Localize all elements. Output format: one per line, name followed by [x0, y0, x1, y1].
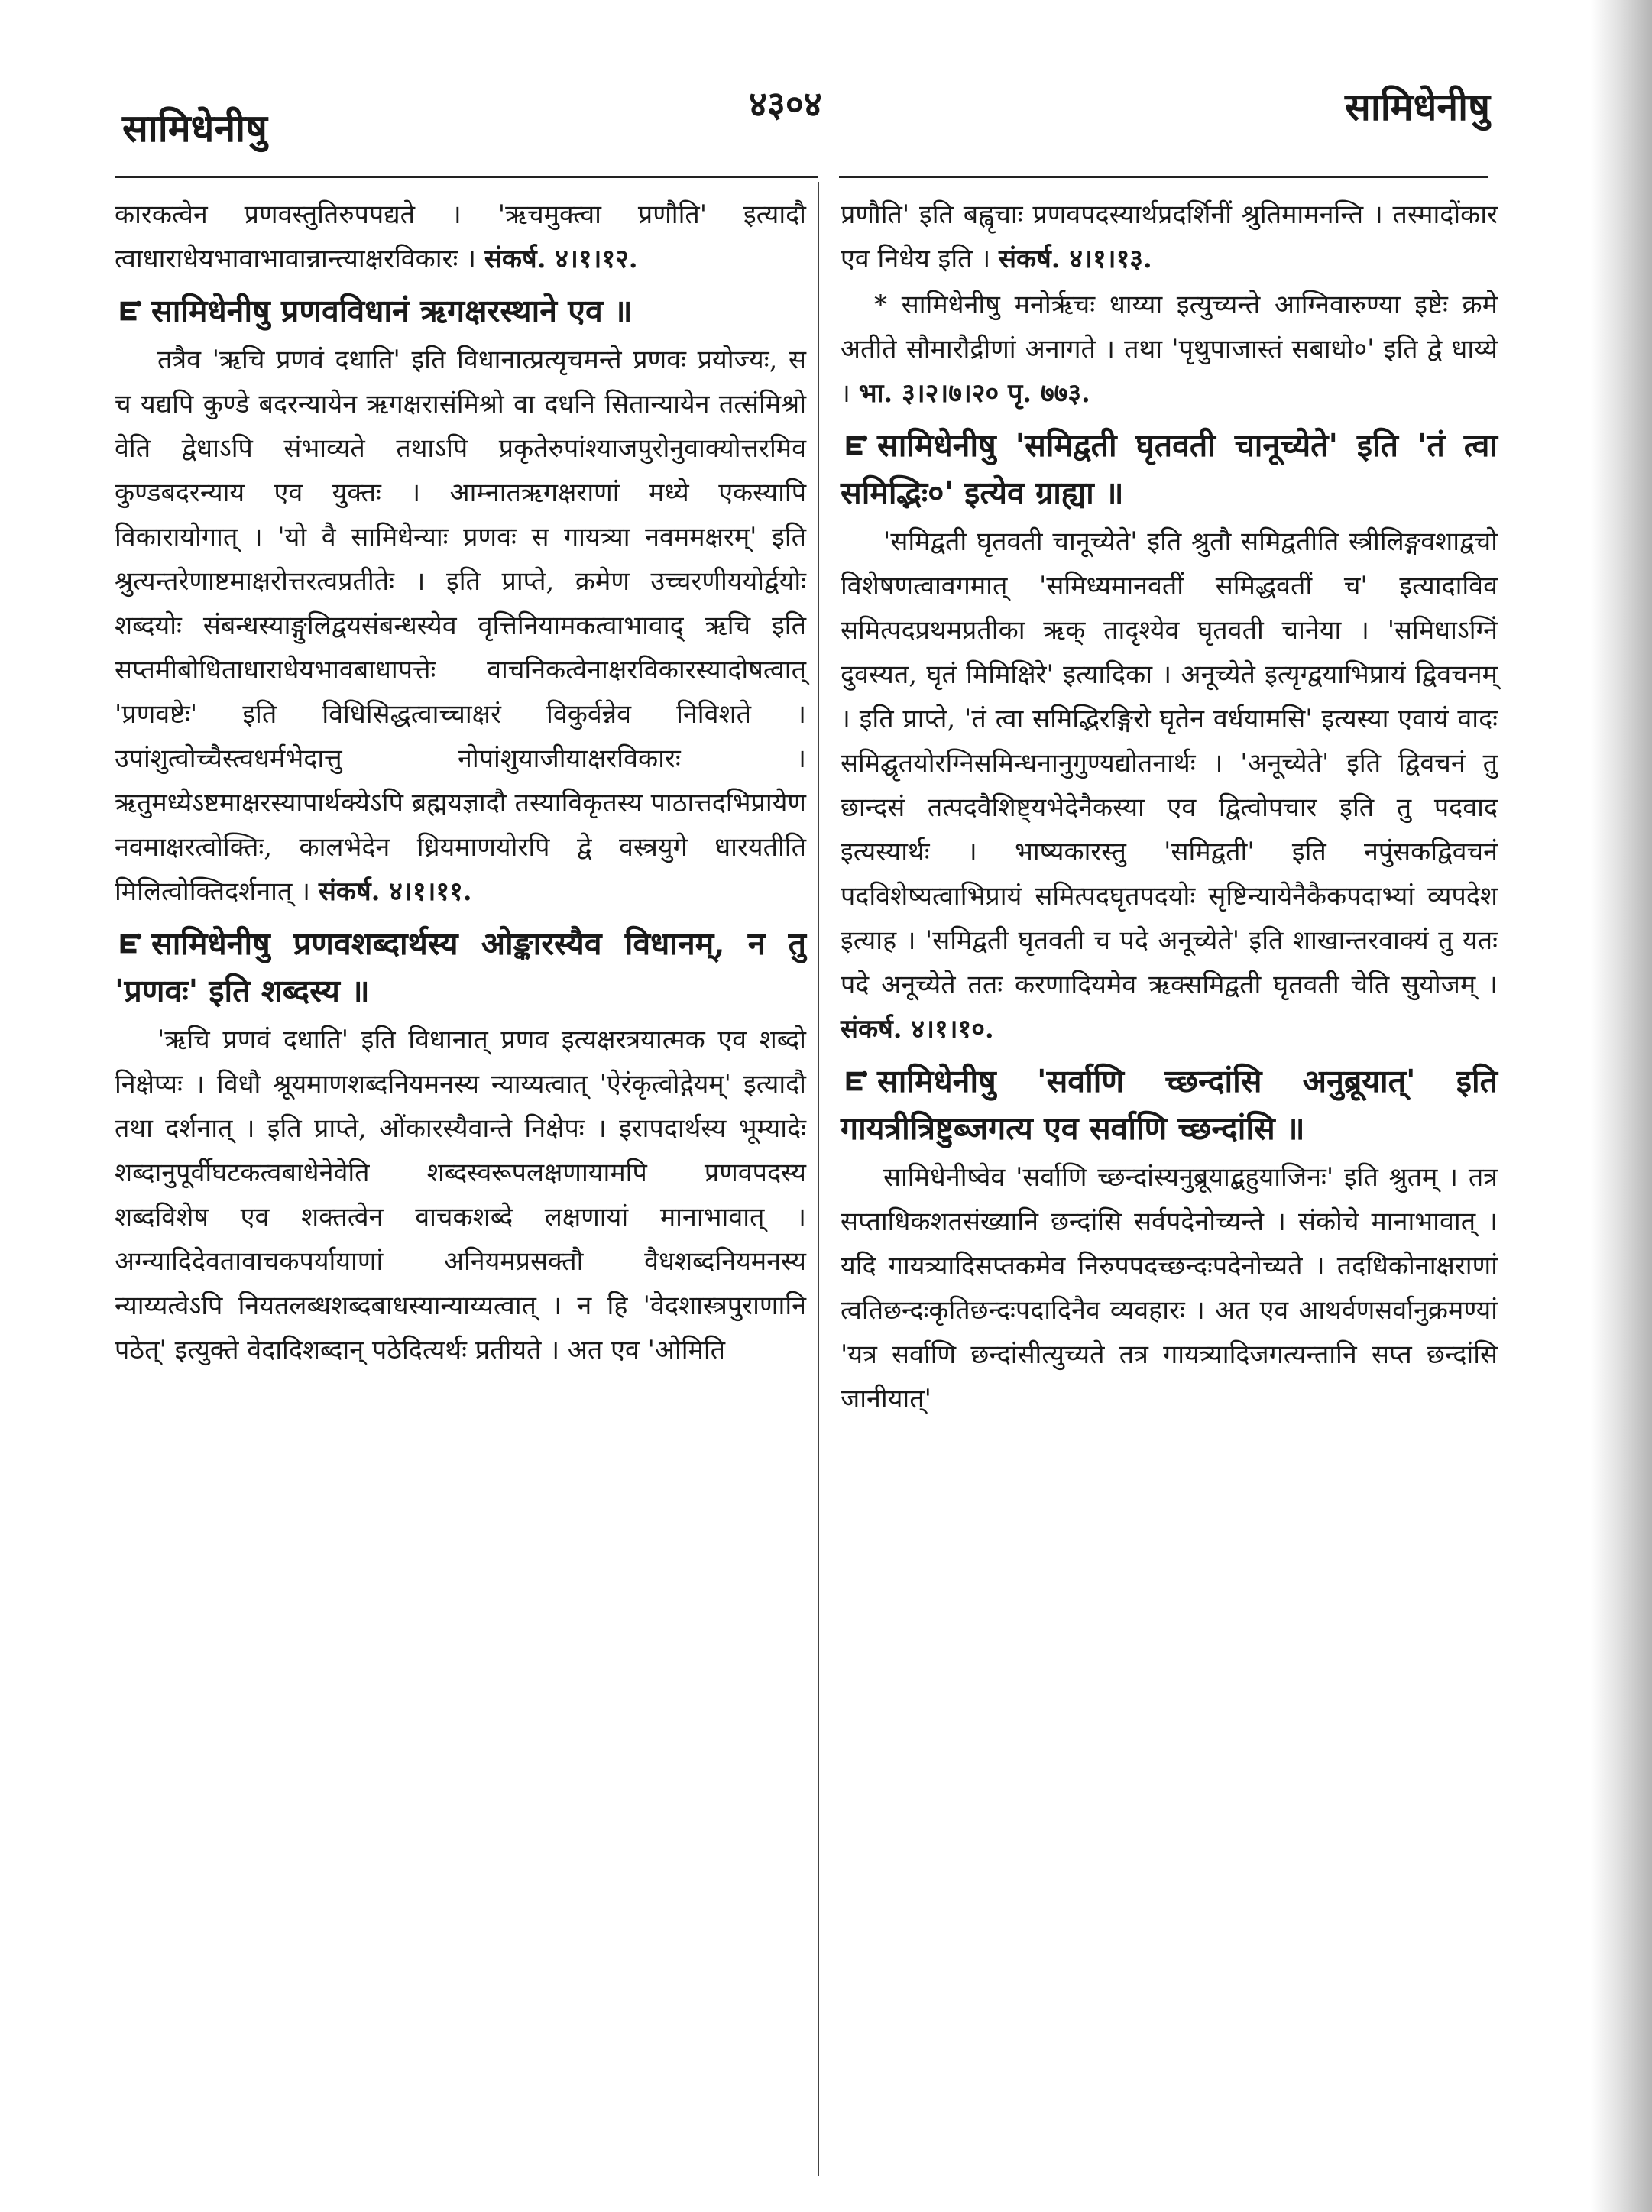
header-left-title: सामिधेनीषु [122, 105, 267, 151]
right-paragraph-2-ref: संकर्ष. ४।१।१०. [841, 1014, 994, 1044]
right-paragraph-3 [841, 1155, 1498, 1421]
header-right-title: सामिधेनीषु [1345, 84, 1490, 129]
left-paragraph-1-text: कारकत्वेन प्रणवस्तुतिरुपपद्यते । 'ऋचमुक्त्वा प्रणौति' इत्यादौ त्वाधाराधेयभावाभावान्नान्त्याक्षरविकारः । [115, 199, 806, 274]
left-paragraph-2-ref: संकर्ष. ४।१।११. [318, 876, 472, 907]
left-paragraph-3-text: 'ऋचि प्रणवं दधाति' इति विधानात् प्रणव इत्यक्षरत्रयात्मक एव शब्दो निक्षेप्यः । विधौ श्रूयमाणशब्दनियमनस्य न्याय्यत्वात् 'ऐरंकृत्वोद्गेयम्' इत्यादौ तथा दर्शनात् । इति प्राप्ते, ओंकारस्यैवान्ते निक्षेपः । इरापदार्थस्य भूम्यादेः शब्दानुपूर्वीघटकत्वबाधेनेवेति शब्दस्वरूपलक्षणायामपि प्रणवपदस्य शब्दविशेष एव शक्तत्वेन वाचकशब्दे लक्षणायां मानाभावात् । अग्न्यादिदेवतावाचकपर्यायाणां अनियमप्रसक्तौ वैधशब्दनियमनस्य न्याय्यत्वेऽपि नियतलब्धशब्दबाधस्यान्याय्यत्वात् । न हि 'वेदशास्त्रपुराणानि पठेत्' इत्युक्ते वेदादिशब्दान् पठेदित्यर्थः प्रतीयते । अत एव 'ओमिति [115, 1025, 806, 1365]
right-paragraph-1-text: प्रणौति' इति बह्वृचाः प्रणवपदस्यार्थप्रदर्शिनीं श्रुतिमामनन्ति । तस्मादोंकार एव निधेय इति । [841, 199, 1498, 274]
left-paragraph-2 [115, 338, 806, 914]
right-paragraph-1 [841, 193, 1498, 281]
section-mark-icon [115, 297, 144, 326]
left-heading-2-text: सामिधेनीषु प्रणवशब्दार्थस्य ओङ्कारस्यैव विधानम्, न तु 'प्रणवः' इति शब्दस्य ॥ [115, 925, 806, 1009]
right-heading-1 [841, 422, 1498, 517]
section-mark-icon [115, 930, 144, 959]
left-paragraph-1-ref: संकर्ष. ४।१।१२. [484, 244, 638, 274]
right-column [841, 193, 1498, 1423]
right-footnote-ref: भा. ३।२।७।२० पृ. ७७३. [858, 378, 1090, 409]
section-mark-icon [841, 1067, 870, 1096]
left-heading-1-text: सामिधेनीषु प्रणवविधानं ऋगक्षरस्थाने एव ॥ [151, 293, 633, 329]
right-paragraph-2-text: 'समिद्वती घृतवती चानूच्येते' इति श्रुतौ समिद्वतीति स्त्रीलिङ्गवशाद्वचो विशेषणत्वावगमात् 'समिध्यमानवतीं समिद्धवतीं च' इत्यादाविव समित्पदप्रथमप्रतीका ऋक् तादृश्येव घृतवती चानेया । 'समिधाऽग्निं दुवस्यत, घृतं मिमिक्षिरे' इत्यादिका । अनूच्येते इत्यृग्द्वयाभिप्रायं द्विवचनम् । इति प्राप्ते, 'तं त्वा समिद्भिरङ्गिरो घृतेन वर्धयामसि' इत्यस्या एवायं वादः समिद्घृतयोरग्निसमिन्धनानुगुण्यद्योतनार्थः । 'अनूच्येते' इति द्विवचनं तु छान्दसं तत्पदवैशिष्ट्यभेदेनैकस्या एव द्वित्वोपचार इति तु पदवाद इत्यस्यार्थः । भाष्यकारस्तु 'समिद्वती' इति नपुंसकद्विवचनं पदविशेष्यत्वाभिप्रायं समित्पदघृतपदयोः सृष्टिन्यायेनैकैकपदाभ्यां व्यपदेश इत्याह । 'समिद्वती घृतवती च पदे अनूच्येते' इति शाखान्तरवाक्यं तु यतः पदे अनूच्येते ततः करणादियमेव ऋक्समिद्वती घृतवती चेति सुयोजम् । [841, 526, 1498, 1000]
right-heading-2-text: सामिधेनीषु 'सर्वाणि च्छन्दांसि अनुब्रूयात्' इति गायत्रीत्रिष्टुब्जगत्य एव सर्वाणि च्छन्दांसि ॥ [841, 1063, 1498, 1147]
left-paragraph-3 [115, 1018, 806, 1372]
right-heading-1-text: सामिधेनीषु 'समिद्वती घृतवती चानूच्येते' इति 'तं त्वा समिद्भिः०' इत्येव ग्राह्या ॥ [841, 427, 1498, 511]
page-header [115, 70, 1490, 154]
header-rule-left [115, 176, 818, 178]
right-footnote [841, 283, 1498, 416]
left-paragraph-1 [115, 193, 806, 281]
section-mark-icon [841, 432, 870, 461]
page-number: ४३०४ [749, 83, 822, 125]
header-rule-right [839, 176, 1488, 178]
left-column [115, 193, 806, 1374]
right-heading-2 [841, 1057, 1498, 1152]
left-paragraph-2-text: तत्रैव 'ऋचि प्रणवं दधाति' इति विधानात्प्रत्यृचमन्ते प्रणवः प्रयोज्यः, स च यद्यपि कुण्डे बदरन्यायेन ऋगक्षरासंमिश्रो वा दधनि सितान्यायेन तत्संमिश्रो वेति द्वेधाऽपि संभाव्यते तथाऽपि प्रकृतेरुपांश्याजपुरोनुवाक्योत्तरमिव कुण्डबदरन्याय एव युक्तः । आम्नातऋगक्षराणां मध्ये एकस्यापि विकारायोगात् । 'यो वै सामिधेन्याः प्रणवः स गायत्र्या नवममक्षरम्' इति श्रुत्यन्तरेणाष्टमाक्षरोत्तरत्वप्रतीतेः । इति प्राप्ते, क्रमेण उच्चरणीययोर्द्वयोः शब्दयोः संबन्धस्याङ्गुलिद्वयसंबन्धस्येव वृत्तिनियामकत्वाभावाद् ऋचि इति सप्तमीबोधिताधाराधेयभावबाधापत्तेः वाचनिकत्वेनाक्षरविकारस्यादोषत्वात् 'प्रणवष्टेः' इति विधिसिद्धत्वाच्चाक्षरं विकुर्वन्नेव निविशते । उपांशुत्वोच्चैस्त्वधर्मभेदात्तु नोपांशुयाजीयाक्षरविकारः । ऋतुमध्येऽष्टमाक्षरस्यापार्थक्येऽपि ब्रह्मयज्ञादौ तस्याविकृतस्य पाठात्तदभिप्रायेण नवमाक्षरत्वोक्तिः, कालभेदेन ध्रियमाणयोरपि द्वे वस्त्रयुगे धारयतीति मिलित्वोक्तिदर्शनात् । [115, 345, 806, 907]
right-paragraph-3-text: सामिधेनीष्वेव 'सर्वाणि च्छन्दांस्यनुब्रूयाद्बहुयाजिनः' इति श्रुतम् । तत्र सप्ताधिकशतसंख्यानि छन्दांसि सर्वपदेनोच्यन्ते । संकोचे मानाभावात् । यदि गायत्र्यादिसप्तकमेव निरुपपदच्छन्दःपदेनोच्यते । तदधिकोनाक्षराणां त्वतिछन्दःकृतिछन्दःपदादिनैव व्यवहारः । अत एव आथर्वणसर्वानुक्रमण्यां 'यत्र सर्वाणि छन्दांसीत्युच्यते तत्र गायत्र्यादिजगत्यन्तानि सप्त छन्दांसि जानीयात्' [841, 1162, 1498, 1414]
scan-edge-shadow [1591, 0, 1652, 2212]
right-paragraph-2 [841, 520, 1498, 1051]
right-paragraph-1-ref: संकर्ष. ४।१।१३. [999, 244, 1152, 274]
column-divider [818, 182, 819, 2176]
left-heading-2 [115, 920, 806, 1015]
left-heading-1 [115, 287, 806, 335]
right-footnote-text: * सामिधेनीषु मनोर्ऋचः धाय्या इत्युच्यन्ते आग्निवारुण्या इष्टेः क्रमे अतीते सौमारौद्रीणां अनागते । तथा 'पृथुपाजास्तं सबाधो०' इति द्वे धाय्ये । [841, 290, 1498, 409]
